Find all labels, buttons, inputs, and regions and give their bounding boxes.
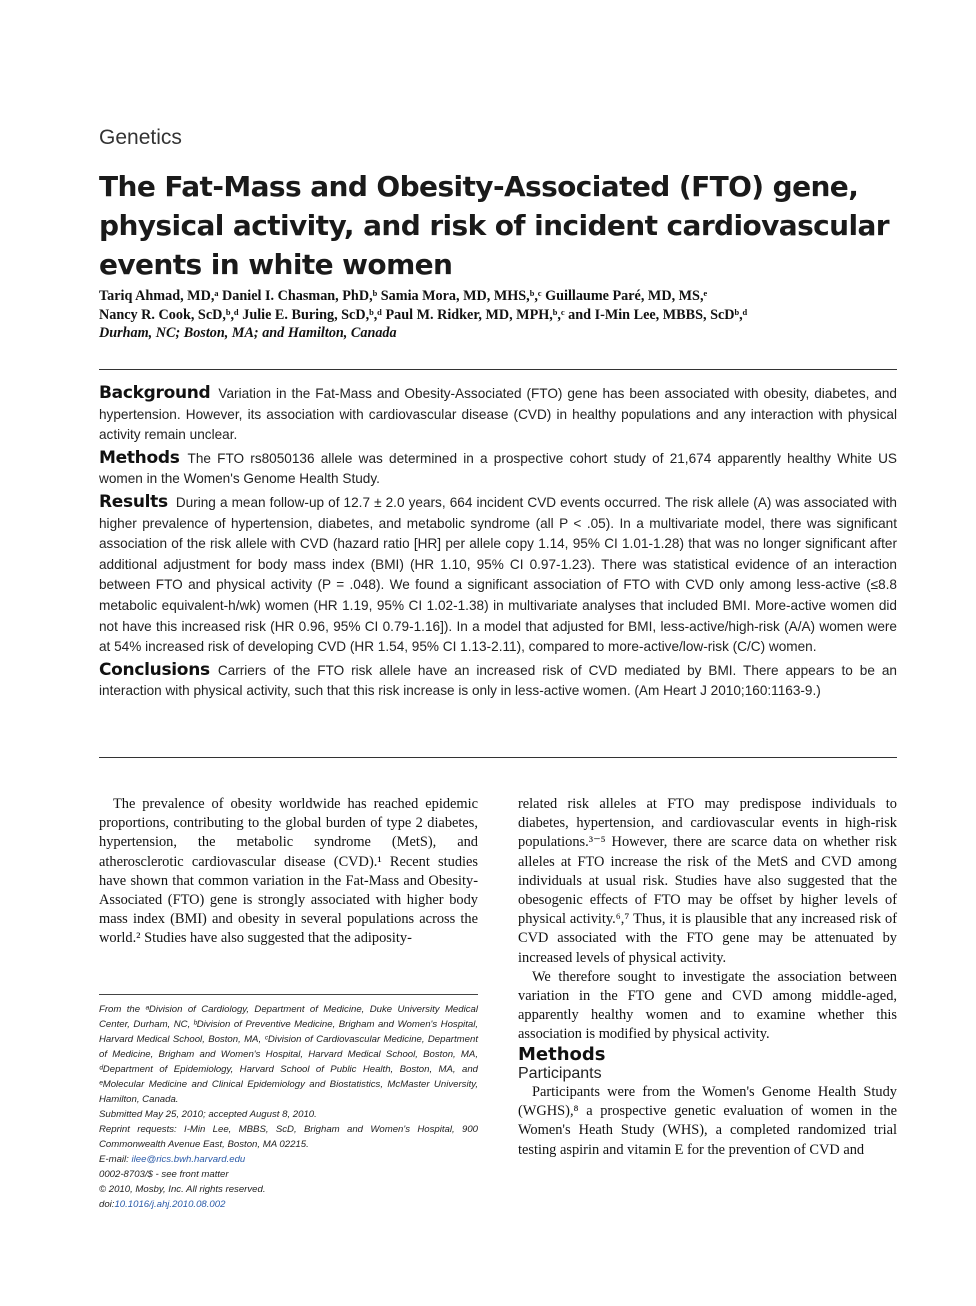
footnote-issn: 0002-8703/$ - see front matter [99, 1169, 229, 1180]
participants-heading: Participants [518, 1064, 602, 1082]
body-right-column [518, 795, 897, 1160]
abstract-bottom-rule [99, 757, 897, 758]
doi-link[interactable]: 10.1016/j.ahj.2010.08.002 [114, 1199, 226, 1210]
body-left-column [99, 795, 478, 949]
author-locations: Durham, NC; Boston, MA; and Hamilton, Canada [99, 325, 397, 341]
article-title: The Fat-Mass and Obesity-Associated (FTO) gene, physical activity, and risk of incident cardiovascular events in white women [99, 170, 889, 281]
methods-heading: Methods [518, 1043, 606, 1065]
footnote-email [99, 1152, 478, 1167]
abstract [99, 383, 897, 704]
abstract-methods-text: The FTO rs8050136 allele was determined in a prospective cohort study of 21,674 apparently healthy White US women in the Women's Genome Health Study. [99, 450, 897, 487]
author-line-1: Tariq Ahmad, MD,ᵃ Daniel I. Chasman, PhD,ᵇ Samia Mora, MD, MHS,ᵇ,ᶜ Guillaume Paré, MD, MS,ᵉ [99, 288, 708, 304]
intro-paragraph-2: We therefore sought to investigate the association between variation in the FTO gene and CVD among middle-aged, apparently healthy women and to examine whether this association is modified by physical activity. [518, 968, 897, 1043]
intro-paragraph-1-cont: related risk alleles at FTO may predispose individuals to diabetes, hypertension, and cardiovascular events in high-risk populations.³⁻⁵ However, there are scarce data on whether risk alleles at FTO increase the risk of the MetS and CVD among individuals at usual risk. Studies have also suggested that the obesogenic effects of FTO may be offset by higher levels of physical activity.⁶,⁷ Thus, it is plausible that any increased risk of CVD associated with the FTO gene may be attenuated by increased levels of physical activity. [518, 796, 897, 966]
footnote-affiliations: From the ᵃDivision of Cardiology, Department of Medicine, Duke University Medical Center, Durham, NC, ᵇDivision of Preventive Medicine, Brigham and Women's Hospital, Harvard Medical School, Boston, MA, ᶜDivision of Cardiovascular Medicine, Department of Medicine, Brigham and Women's Hospital, Harvard Medical School, Boston, MA, ᵈDepartment of Epidemiology, Harvard School of Public Health, Boston, MA, and ᵉMolecular Medicine and Clinical Epidemiology and Biostatistics, McMaster University, Hamilton, Canada. [99, 1004, 478, 1105]
email-label: E-mail: [99, 1154, 132, 1165]
footnote-rule [99, 994, 478, 995]
footnotes [99, 1002, 478, 1212]
abstract-results-head: Results [99, 491, 168, 512]
abstract-methods-head: Methods [99, 447, 180, 468]
abstract-background [99, 383, 897, 446]
abstract-background-head: Background [99, 383, 211, 403]
intro-paragraph-1: The prevalence of obesity worldwide has reached epidemic proportions, contributing to the global burden of type 2 diabetes, hypertension, the metabolic syndrome (MetS), and atherosclerotic cardiovascular disease (CVD).¹ Recent studies have shown that common variation in the Fat-Mass and Obesity-Associated (FTO) gene is strongly associated with higher body mass index (BMI) and obesity in several populations across the world.² Studies have also suggested that the adiposity- [99, 796, 478, 947]
abstract-background-text: Variation in the Fat-Mass and Obesity-Associated (FTO) gene has been associated with obesity, diabetes, and hypertension. However, its association with cardiovascular disease (CVD) in healthy populations and any interaction with physical activity remain unclear. [99, 386, 897, 443]
footnote-doi [99, 1197, 478, 1212]
abstract-conclusions-text: Carriers of the FTO risk allele have an increased risk of CVD mediated by BMI. There appears to be an interaction with physical activity, such that this risk increase is only in less-active women. (Am Heart J 2010;160:1163-9.) [99, 662, 897, 699]
doi-label: doi: [99, 1199, 115, 1210]
abstract-methods [99, 448, 897, 490]
author-block [99, 287, 899, 343]
abstract-top-rule [99, 369, 897, 370]
participants-paragraph: Participants were from the Women's Genome Health Study (WGHS),⁸ a prospective genetic evaluation of women in the Women's Heath Study (WHS), a completed randomized trial testing aspirin and vitamin E for the prevention of CVD and [518, 1084, 897, 1158]
abstract-conclusions-head: Conclusions [99, 659, 210, 680]
section-label: Genetics [99, 126, 182, 149]
footnote-submitted: Submitted May 25, 2010; accepted August 8, 2010. [99, 1109, 317, 1120]
footnote-copyright: © 2010, Mosby, Inc. All rights reserved. [99, 1184, 266, 1195]
abstract-conclusions [99, 660, 897, 702]
abstract-results-text: During a mean follow-up of 12.7 ± 2.0 years, 664 incident CVD events occurred. The risk allele (A) was associated with higher prevalence of hypertension, diabetes, and metabolic syndrome (all P < .05). In a multivariate model, there was significant association of the risk allele with CVD (hazard ratio [HR] per allele copy 1.14, 95% CI 1.01-1.28) that was no longer significant after additional adjustment for body mass index (BMI) (HR 1.10, 95% CI 0.97-1.23). There was statistical evidence of an interaction between FTO and physical activity (P = .048). We found a significant association of FTO with CVD only among less-active (≤8.8 metabolic equivalent-h/wk) women (HR 1.19, 95% CI 1.02-1.38) in multivariate analyses that included BMI. More-active women did not have this increased risk (HR 0.96, 95% CI 0.79-1.16]). In a model that adjusted for BMI, less-active/high-risk (A/A) women were at 54% increased risk of developing CVD (HR 1.54, 95% CI 1.13-2.11), compared to more-active/low-risk (C/C) women. [99, 494, 897, 655]
footnote-reprint: Reprint requests: I-Min Lee, MBBS, ScD, Brigham and Women's Hospital, 900 Commonwealth Avenue East, Boston, MA 02215. [99, 1124, 478, 1150]
email-link[interactable]: ilee@rics.bwh.harvard.edu [131, 1154, 246, 1165]
author-line-2: Nancy R. Cook, ScD,ᵇ,ᵈ Julie E. Buring, ScD,ᵇ,ᵈ Paul M. Ridker, MD, MPH,ᵇ,ᶜ and I-Min Lee, MBBS, ScDᵇ,ᵈ [99, 306, 748, 323]
abstract-results [99, 492, 897, 658]
